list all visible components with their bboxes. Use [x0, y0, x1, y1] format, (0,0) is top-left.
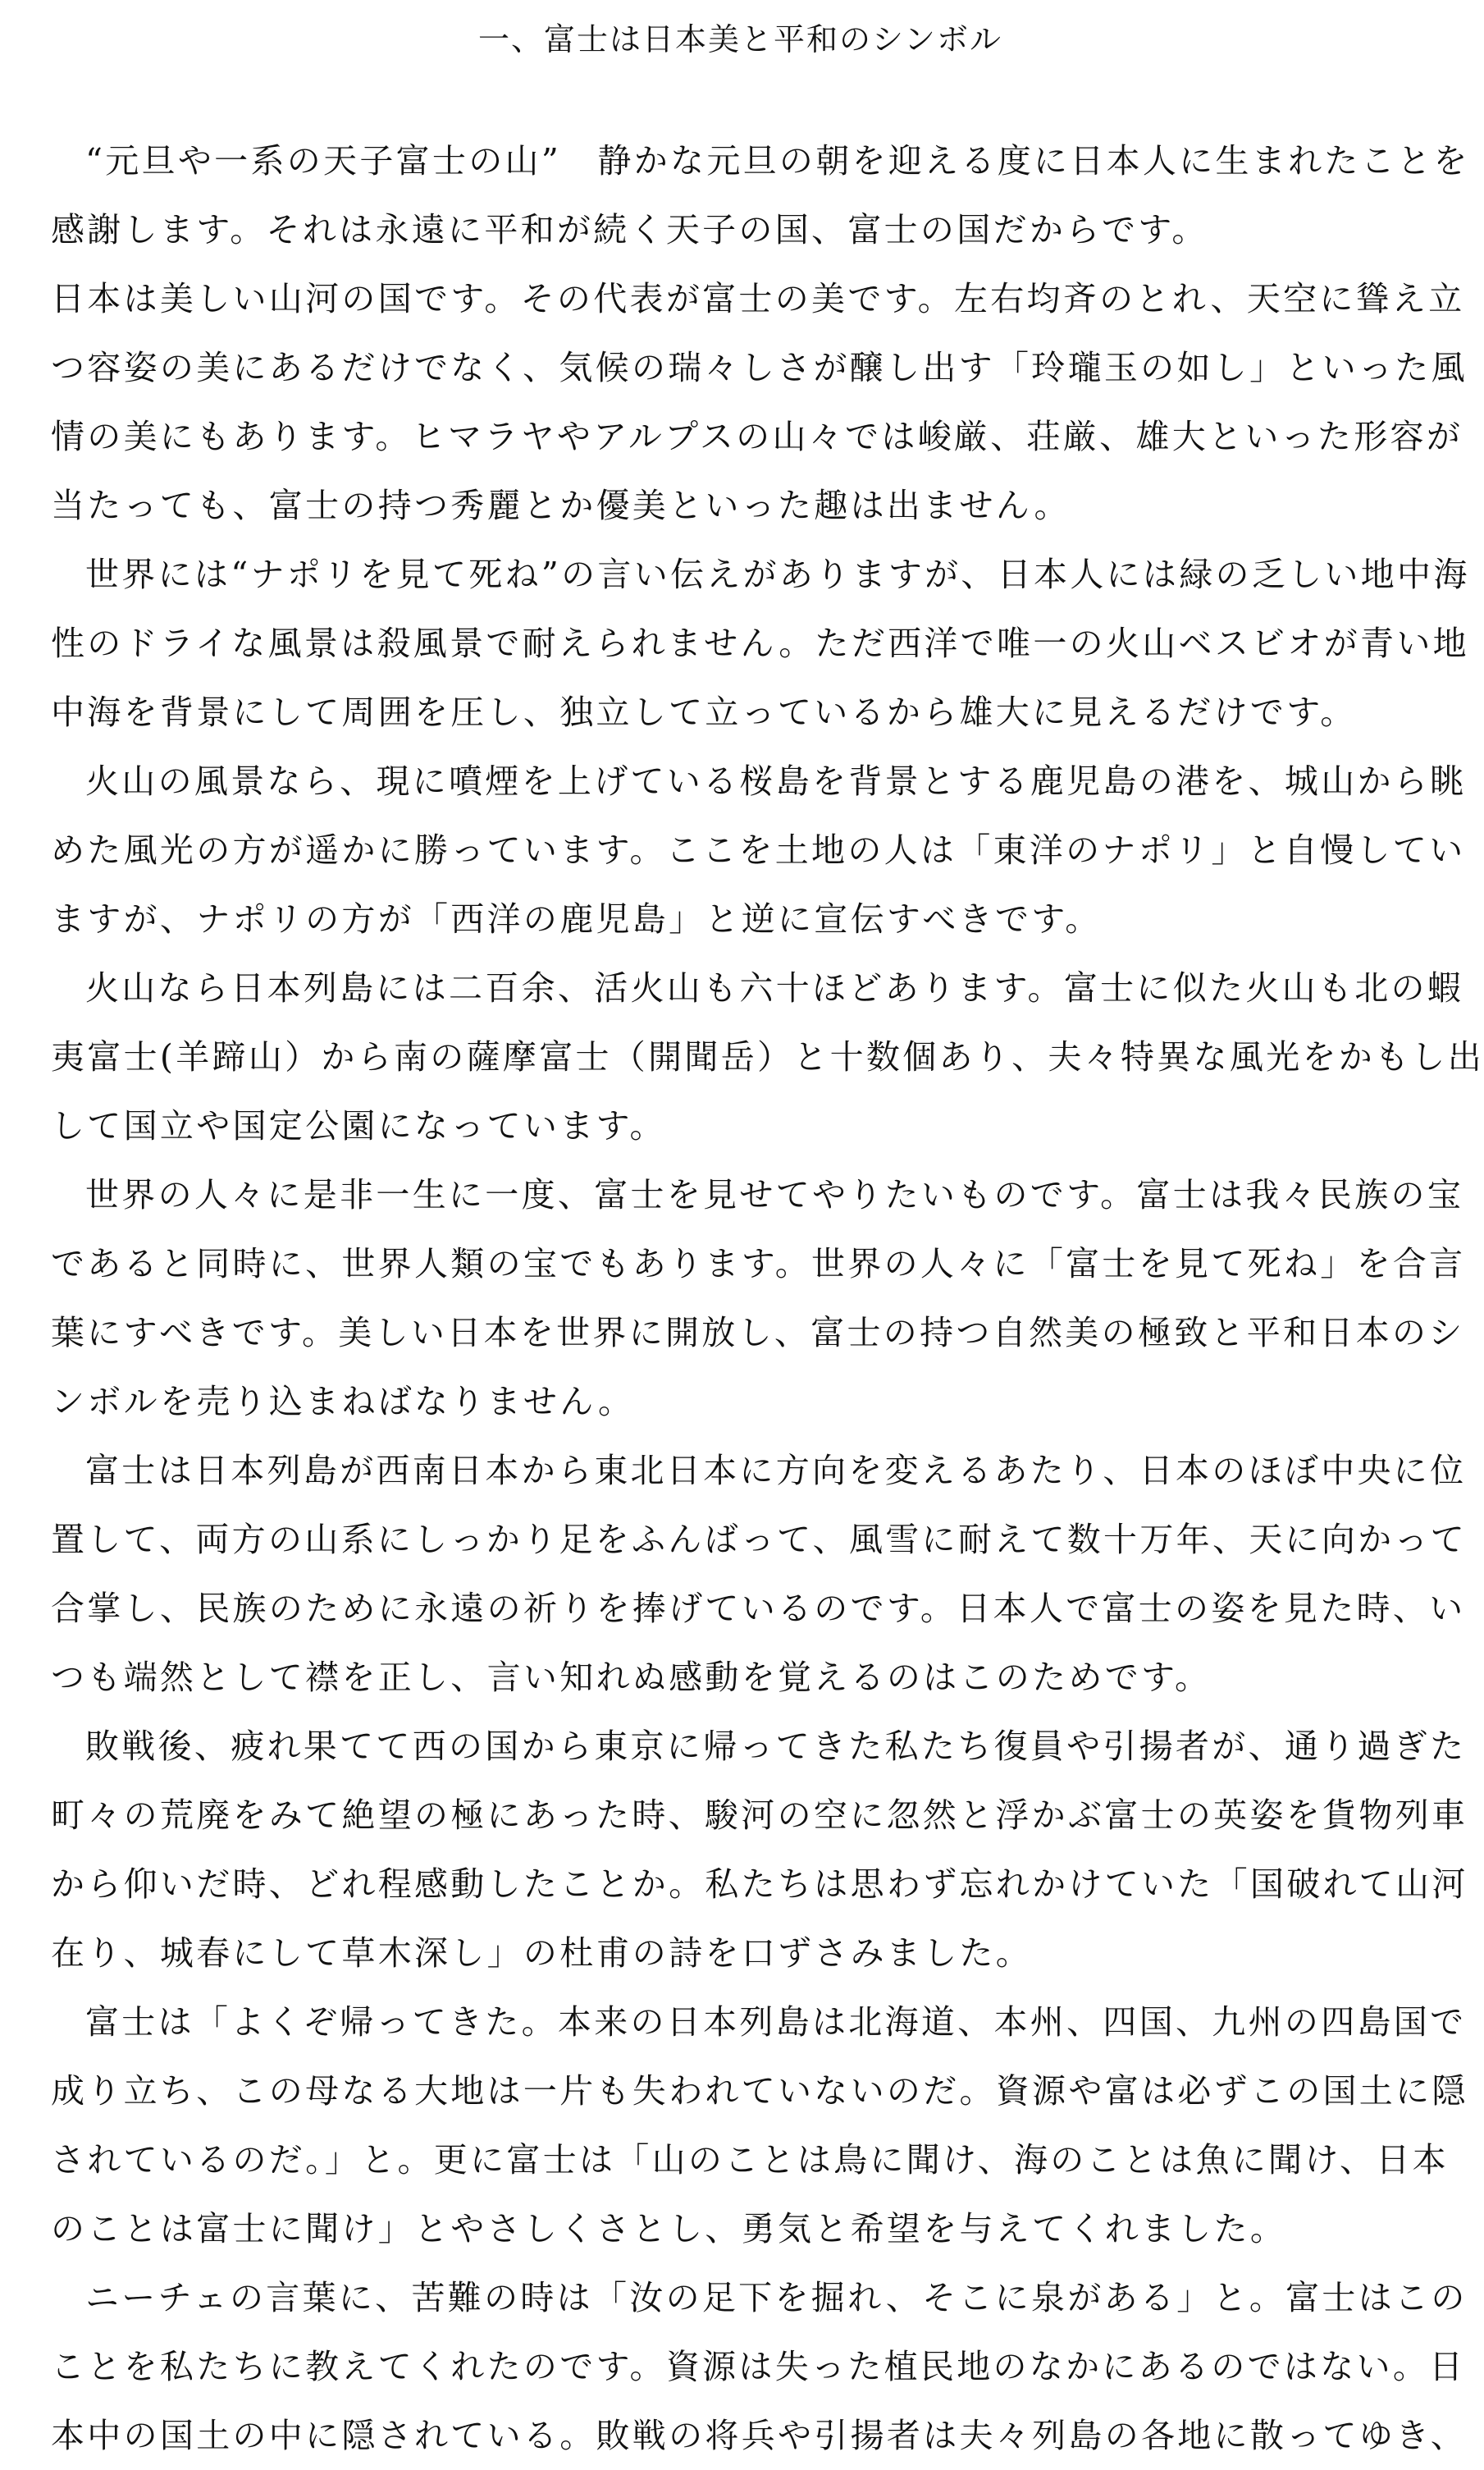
- text-line: ンボルを売り込まねばなりません。: [51, 1382, 635, 1421]
- text-line: 世界の人々に是非一生に一度、富士を見せてやりたいものです。富士は我々民族の宝: [85, 1175, 1464, 1214]
- text-line: 葉にすべきです。美しい日本を世界に開放し、富士の持つ自然美の極致と平和日本のシ: [51, 1313, 1465, 1352]
- text-line: 置して、両方の山系にしっかり足をふんばって、風雪に耐えて数十万年、天に向かって: [51, 1520, 1468, 1559]
- text-line: 夷富士(羊蹄山）から南の薩摩富士（開聞岳）と十数個あり、夫々特異な風光をかもし出: [51, 1037, 1484, 1077]
- text-line: 富士は日本列島が西南日本から東北日本に方向を変えるあたり、日本のほぼ中央に位: [85, 1451, 1467, 1490]
- text-line: ニーチェの言葉に、苦難の時は「汝の足下を掘れ、そこに泉がある」と。富士はこの: [85, 2278, 1468, 2317]
- text-line: 敗戦後、疲れ果てて西の国から東京に帰ってきた私たち復員や引揚者が、通り過ぎた: [85, 1727, 1467, 1766]
- text-line: 町々の荒廃をみて絶望の極にあった時、駿河の空に忽然と浮かぶ富士の英姿を貨物列車: [51, 1795, 1468, 1835]
- text-line: して国立や国定公園になっています。: [51, 1106, 666, 1146]
- text-line: 在り、城春にして草木深し」の杜甫の詩を口ずさみました。: [51, 1933, 1033, 1973]
- text-line: 世界には“ナポリを見て死ね”の言い伝えがありますが、日本人には緑の乏しい地中海: [85, 555, 1470, 594]
- text-line: 中海を背景にして周囲を圧し、独立して立っているから雄大に見えるだけです。: [51, 693, 1357, 732]
- text-line: 富士は「よくぞ帰ってきた。本来の日本列島は北海道、本州、四国、九州の四島国で: [85, 2002, 1467, 2042]
- text-line: のことは富士に聞け」とやさしくさとし、勇気と希望を与えてくれました。: [51, 2209, 1287, 2248]
- text-line: 成り立ち、この母なる大地は一片も失われていないのだ。資源や富は必ずこの国土に隠: [51, 2071, 1468, 2111]
- text-line: 当たっても、富士の持つ秀麗とか優美といった趣は出ません。: [51, 486, 1071, 525]
- document-body: [51, 126, 1484, 2470]
- text-line: 感謝します。それは永遠に平和が続く天子の国、富士の国だからです。: [51, 210, 1208, 249]
- text-line: 火山の風景なら、現に噴煙を上げている桜島を背景とする鹿児島の港を、城山から眺: [85, 762, 1467, 801]
- text-line: から仰いだ時、どれ程感動したことか。私たちは思わず忘れかけていた「国破れて山河: [51, 1864, 1468, 1904]
- text-line: 性のドライな風景は殺風景で耐えられません。ただ西洋で唯一の火山ベスビオが青い地: [51, 624, 1469, 663]
- text-line: であると同時に、世界人類の宝でもあります。世界の人々に「富士を見て死ね」を合言: [51, 1244, 1466, 1283]
- text-line: つも端然として襟を正し、言い知れぬ感動を覚えるのはこのためです。: [51, 1658, 1212, 1697]
- text-line: 火山なら日本列島には二百余、活火山も六十ほどあります。富士に似た火山も北の蝦: [85, 968, 1464, 1008]
- text-line: つ容姿の美にあるだけでなく、気候の瑞々しさが醸し出す「玲瓏玉の如し」といった風: [51, 348, 1468, 387]
- text-line: されているのだ。」と。更に富士は「山のことは鳥に聞け、海のことは魚に聞け、日本: [51, 2140, 1449, 2180]
- text-line: ますが、ナポリの方が「西洋の鹿児島」と逆に宣伝すべきです。: [51, 899, 1102, 939]
- text-line: 合掌し、民族のために永遠の祈りを捧げているのです。日本人で富士の姿を見た時、い: [51, 1589, 1466, 1628]
- text-line: 情の美にもあります。ヒマラヤやアルプスの山々では峻厳、荘厳、雄大といった形容が: [51, 417, 1463, 456]
- page-title: 一、富士は日本美と平和のシンボル: [477, 21, 1003, 57]
- text-line: “元旦や一系の天子富士の山” 静かな元旦の朝を迎える度に日本人に生まれたことを: [85, 141, 1470, 181]
- text-line: めた風光の方が遥かに勝っています。ここを土地の人は「東洋のナポリ」と自慢してい: [51, 830, 1466, 870]
- text-line: ことを私たちに教えてくれたのです。資源は失った植民地のなかにあるのではない。日: [51, 2347, 1466, 2386]
- text-line: 本中の国土の中に隠されている。敗戦の将兵や引揚者は夫々列島の各地に散ってゆき、: [51, 2416, 1468, 2455]
- text-line: 日本は美しい山河の国です。その代表が富士の美です。左右均斉のとれ、天空に聳え立: [51, 279, 1465, 318]
